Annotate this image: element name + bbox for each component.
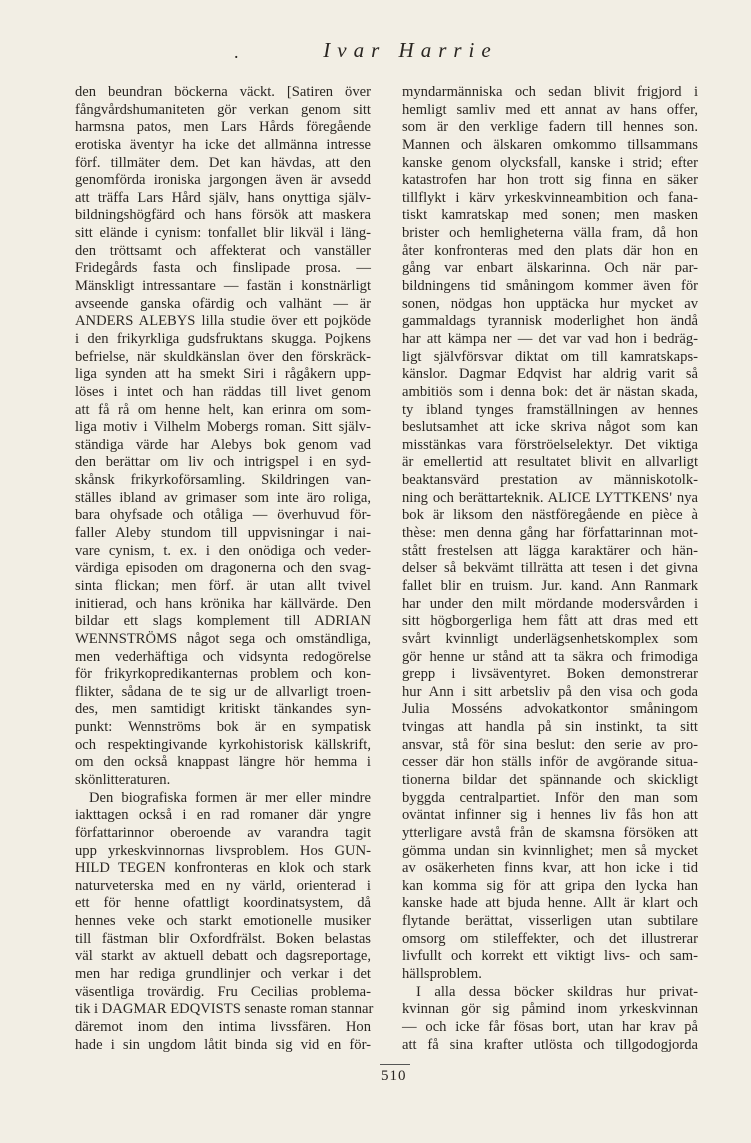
text-line: omsorg om stileffekter, och det illustrerar <box>402 930 698 947</box>
text-line: tillflykt i kärv yrkeskvinneambition och fana- <box>402 189 698 206</box>
text-line: cesser där hon ställs inför de avgörande situa- <box>402 754 698 771</box>
text-line: den tröttsamt och affekterat och vanställer <box>75 242 371 259</box>
page-header <box>0 38 751 63</box>
text-line: kan komma sig för att gripa den lycka han <box>402 877 698 894</box>
text-line: harmsna patos, men Lars Hårds föregående <box>75 119 371 136</box>
text-line: iakttagen också i en rad romaner där yngre <box>75 807 371 824</box>
text-line: Den biografiska formen är mer eller mindre <box>89 789 371 806</box>
text-line: bildningshögfärd och hans försök att maskera <box>75 207 371 224</box>
text-line: löses i intet och han räddas till livet genom <box>75 383 371 400</box>
text-line: sitt elände i cynism: tonfallet blir likväl i läng- <box>75 225 371 242</box>
text-line: WENNSTRÖMS något sega och omständliga, <box>75 630 371 647</box>
text-line: tik i DAGMAR EDQVISTS senaste roman stannar <box>75 1001 374 1018</box>
text-line: myndarmänniska och sedan blivit frigjord i <box>402 84 698 100</box>
text-line: sonen, nödgas hon upptäcka hur mycket av <box>402 295 698 312</box>
text-line: gång var enbart älskarinna. Och när par- <box>402 260 698 277</box>
text-line: väsentliga trovärdig. Fru Cecilias problema- <box>75 983 371 1000</box>
text-line: författarinnor oberoende av varandra tagit <box>75 824 371 841</box>
text-line: kanske hade att bjuda henne. Allt är klart och <box>402 895 698 912</box>
text-line: fallet blir en truism. Jur. kand. Ann Ranmark <box>402 577 698 594</box>
text-line: ligt självförsvar diktat om till kamratskaps- <box>402 348 698 365</box>
text-line: flytande berättat, visserligen utan subtilare <box>402 913 698 930</box>
text-line: bara ohyfsade och otåliga — överhuvud för- <box>75 507 371 524</box>
text-line: ytterligare avstå från de skamsna försöken att <box>402 824 698 841</box>
text-line: för frikyrkopredikanternas problem och kon- <box>75 666 371 683</box>
text-line: befrielse, när skuldkänslan över den förskräck- <box>75 348 371 365</box>
text-line: ning och berättarteknik. ALICE LYTTKENS' nya <box>402 489 698 506</box>
page-number-rule <box>380 1064 410 1065</box>
text-line: den berättar om liv och intrigspel i en syd- <box>75 454 371 471</box>
text-line: tionerna bildar det spännande och skickligt <box>402 771 698 788</box>
text-line: naturveterska med en ny värld, orienterad i <box>75 877 371 894</box>
text-line: avseende ganska ofärdig och valhänt — är <box>75 295 371 312</box>
text-line: bok är liksom den nästföregående en pièce à <box>402 507 698 524</box>
text-line: att få sina krafter utlösta och tillgodogjorda <box>402 1036 698 1053</box>
text-line: vare cynism, t. ex. i den onödiga och veder- <box>75 542 371 559</box>
text-line: förf. tillmäter dem. Det kan hävdas, att den <box>75 154 371 171</box>
text-line: flikter, sådana de te sig ur de allvarligt troen- <box>75 683 371 700</box>
text-line: erotiska äventyr ha icke det allmänna intresse <box>75 136 371 153</box>
text-line: hennes veke och starkt emotionelle musiker <box>75 913 371 930</box>
text-line: thèse: men denna gång har författarinnan mot- <box>402 525 698 542</box>
text-line: ställes ibland av grimaser som inte äro roliga, <box>75 489 371 506</box>
text-line: faller Aleby stundom till uppvisningar i nai- <box>75 525 371 542</box>
text-line: däremot inom den intima livssfären. Hon <box>75 1018 371 1035</box>
text-line: ty ibland tynges framställningen av hennes <box>402 401 698 418</box>
right-column <box>402 84 698 1054</box>
text-line: Mannen och älskaren omkommo tillsammans <box>402 136 698 153</box>
text-line: brister och hemligheterna välla fram, då hon <box>402 225 698 242</box>
text-line: ambitiös som i denna bok: det är nästan skada, <box>402 383 698 400</box>
text-line: skönlitteraturen. <box>75 771 171 788</box>
text-line: Julia Mosséns advokatkontor småningom <box>402 701 698 718</box>
text-line: den beundran böckerna väckt. [Satiren över <box>75 84 371 100</box>
text-line: liga motiv i Vilhelm Mobergs roman. Sitt själv- <box>75 419 371 436</box>
text-line: genomförda ironiska jargongen även är avsedd <box>75 172 371 189</box>
text-line: oväntat infinner sig i hennes liv fås hon att <box>402 807 698 824</box>
text-line: svårt kvinnligt underlägsenhetskomplex som <box>402 630 698 647</box>
text-line: gömma undan sin kvinnlighet; men så mycket <box>402 842 698 859</box>
text-line: men har rediga grundlinjer och verkar i det <box>75 966 371 983</box>
text-line: känslor. Dagmar Edqvist har aldrig varit så <box>402 366 698 383</box>
text-line: stått frestelsen att lägga karaktärer och hän- <box>402 542 698 559</box>
text-line: är emellertid att resultatet blivit en allvarligt <box>402 454 698 471</box>
text-line: des, men samtidigt kritiskt tänkandes syn- <box>75 701 371 718</box>
text-line: grepp i livsäventyret. Boken demonstrerar <box>402 666 698 683</box>
text-line: hade i sin ungdom låtit binda sig vid en för- <box>75 1036 371 1053</box>
text-line: men vederhäftiga och vidsynta redogörelse <box>75 648 371 665</box>
text-line: delser så bekvämt tillrätta att tesen i det givna <box>402 560 698 577</box>
text-line: som är den verklige fadern till hennes son. <box>402 119 698 136</box>
text-line: liga synden att ha smekt Siri i rågåkern upp- <box>75 366 371 383</box>
text-line: Fridegårds fasta och finslipade prosa. — <box>75 260 371 277</box>
text-line: i den frikyrkliga gudsfruktans skugga. Pojkens <box>75 330 371 347</box>
text-line: har under den milt mördande modersvården i <box>402 595 698 612</box>
text-line: Mänskligt intressantare — fastän i konstnärligt <box>75 278 371 295</box>
text-line: sitt högborgerliga hem fått att dras med ett <box>402 613 698 630</box>
text-line: misstänkas vara förströelselektyr. Det viktiga <box>402 436 698 453</box>
text-line: kanske genom olycksfall, kanske i strid; efter <box>402 154 698 171</box>
text-line: bildar ett slags komplement till ADRIAN <box>75 613 371 630</box>
text-line: I alla dessa böcker skildras hur privat- <box>416 983 698 1000</box>
text-line: beslutsamhet att icke skriva något som kan <box>402 419 698 436</box>
text-line: skånsk frikyrkoförsamling. Skildringen van- <box>75 472 371 489</box>
text-line: tvingas att handla på sin instinkt, ta sitt <box>402 719 698 736</box>
text-line: om den också knappast längre hör hemma i <box>75 754 371 771</box>
text-line: till fästman blir Oxfordfrälst. Boken belastas <box>75 930 371 947</box>
text-line: hällsproblem. <box>402 966 482 983</box>
text-line: att träffa Lars Hård själv, hans onyttiga själv- <box>75 189 371 206</box>
left-column <box>75 84 374 1054</box>
text-line: sinta flickan; men förf. är utan allt tvivel <box>75 577 371 594</box>
text-line: hemligt samliv med ett annat av hans offer, <box>402 101 698 118</box>
text-line: ansvar, stå för sina beslut: den serie av pro- <box>402 736 698 753</box>
text-line: — och icke får fösas bort, utan har krav på <box>402 1018 698 1035</box>
text-line: ständiga värde har Alebys bok genom vad <box>75 436 371 453</box>
text-line: kvinnan gör sig påmind inom yrkeskvinnan <box>402 1001 698 1018</box>
specks-dot: . <box>234 42 239 62</box>
text-line: fångvårdshumaniteten gör verkan genom sitt <box>75 101 371 118</box>
running-title: Ivar Harrie <box>323 38 498 62</box>
text-line: av osäkerheten finns kvar, att hon icke i tid <box>402 860 698 877</box>
text-line: bildningens tid småningom kommer även för <box>402 278 698 295</box>
text-line: ANDERS ALEBYS lilla studie över ett pojköde <box>75 313 371 330</box>
page-number: 510 <box>381 1068 407 1084</box>
text-line: gör henne ur stånd att ta säkra och frimodiga <box>402 648 698 665</box>
text-line: hur Ann i sitt arbetsliv på den visa och goda <box>402 683 698 700</box>
text-line: tiskt kamratskap med sonen; men masken <box>402 207 698 224</box>
text-line: har att kämpa ner — det var vad hon i bedräg- <box>402 330 698 347</box>
text-line: gammaldags tyrannisk moderlighet hon ändå <box>402 313 698 330</box>
text-line: livfullt och korrekt ett viktigt livs- och sam- <box>402 948 698 965</box>
text-line: väl starkt av aktuell debatt och dagsreportage, <box>75 948 371 965</box>
text-line: initierad, och hans krönika har källvärde. Den <box>75 595 371 612</box>
text-line: åter konfronteras med den plats där hon en <box>402 242 698 259</box>
text-line: byggda centralpartiet. Inför den man som <box>402 789 698 806</box>
text-line: HILD TEGEN konfronteras en klok och stark <box>75 860 371 877</box>
text-line: att få rå om henne helt, kan erinra om som- <box>75 401 371 418</box>
text-line: beaktansvärd prestation av människotolk- <box>402 472 698 489</box>
text-line: värdiga episoden om dragonerna och den svag- <box>75 560 371 577</box>
text-line: och respektingivande kyrkohistorisk källskrift, <box>75 736 371 753</box>
text-line: upp yrkeskvinnornas livsproblem. Hos GUN- <box>75 842 371 859</box>
text-line: katastrofen har hon trott sig finna en säker <box>402 172 698 189</box>
text-line: ett för henne ofattligt koordinatsystem, då <box>75 895 371 912</box>
text-line: punkt: Wennströms bok är en sympatisk <box>75 719 371 736</box>
